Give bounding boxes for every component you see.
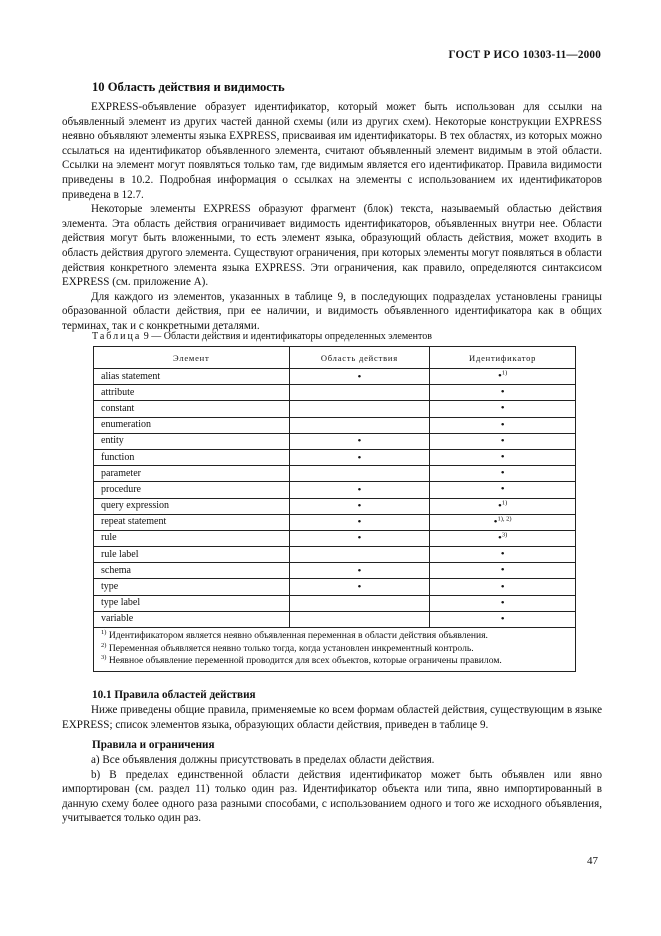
header-scope: Область действия [289,347,430,369]
table-row [94,466,576,482]
rule-item-a: а) Все объявления должны присутствовать в пределах области действия. [91,754,435,766]
cell-identifier [430,433,576,449]
cell-identifier [430,385,576,401]
header-element: Элемент [94,347,290,369]
scope-table [93,346,576,672]
cell-element: enumeration [94,417,290,433]
cell-scope: • [289,449,430,465]
table-caption-text: 9 — Области действия и идентификаторы определенных элементов [141,331,432,342]
cell-scope [289,401,430,417]
identifier-mark: • [500,548,505,561]
identifier-mark: • [500,564,505,577]
identifier-mark: • [500,596,505,609]
table-row [94,498,576,514]
note-3: $^{3)}$ Неявное объявление переменной проводится для всех объектов, которые ограничены правилом. [101,654,502,667]
footnote-ref: 1), 2) [497,515,512,523]
identifier-mark: • [500,386,505,399]
paragraph-1: EXPRESS-объявление образует идентификатор, который может быть использован для ссылки на объявленный элемент из других частей данной схемы (или из других схем). Некоторые конструкции EXPRESS неявно объявляют элементы языка EXPRESS, присваивая им идентификаторы. В тех областях, из которых можно ссылаться на идентификатор объявленного элемента, считают объявленный элемент видимым в этой области. Ссылки на элемент могут появляться только там, где видимым является его идентификатор. Правила видимости приведены в 10.2. Подробная информация о ссылках на элементы с использованием их идентификаторов приведена в 12.7. [62,101,602,201]
cell-identifier [430,449,576,465]
header-identifier: Идентификатор [430,347,576,369]
cell-identifier [430,401,576,417]
cell-element: repeat statement [94,514,290,530]
cell-scope [289,417,430,433]
cell-element: schema [94,563,290,579]
table-header-row [94,347,576,369]
table-row [94,547,576,563]
identifier-mark: • [500,418,505,431]
table-row [94,530,576,546]
cell-element: function [94,449,290,465]
identifier-mark: • [500,483,505,496]
cell-element: type [94,579,290,595]
cell-identifier [430,579,576,595]
cell-identifier [430,498,576,514]
identifier-mark: • [493,515,498,528]
cell-scope [289,385,430,401]
identifier-mark: • [497,531,502,544]
cell-scope: • [289,563,430,579]
table-row [94,401,576,417]
table-row [94,611,576,627]
cell-identifier [430,369,576,385]
identifier-mark: • [500,434,505,447]
cell-identifier [430,530,576,546]
cell-scope: • [289,369,430,385]
table-row [94,514,576,530]
cell-identifier [430,611,576,627]
cell-identifier [430,563,576,579]
section-title: 10 Область действия и видимость [92,80,285,94]
footnote-ref: 1) [501,499,508,507]
cell-identifier [430,547,576,563]
identifier-mark: • [500,451,505,464]
table-row [94,579,576,595]
cell-scope: • [289,482,430,498]
note-1: $^{1)}$ Идентификатором является неявно объявленная переменная в области действия объявления. [101,628,488,641]
cell-element: type label [94,595,290,611]
cell-scope: • [289,433,430,449]
cell-element: query expression [94,498,290,514]
table-caption-label: Таблица [92,331,142,342]
identifier-mark: • [500,580,505,593]
footnote-ref: 1) [501,369,508,377]
table-row [94,482,576,498]
cell-scope [289,611,430,627]
page-number: 47 [587,855,598,867]
cell-scope: • [289,579,430,595]
cell-identifier [430,514,576,530]
rules-title: Правила и ограничения [92,739,215,751]
cell-element: variable [94,611,290,627]
table-row [94,417,576,433]
cell-scope [289,595,430,611]
paragraph-3: Для каждого из элементов, указанных в таблице 9, в последующих подразделах установлены границы образованной области действия, при ее наличии, и видимость объявленного идентификатора как в общих терминах, так и с конкретными деталями. [62,290,602,332]
cell-element: constant [94,401,290,417]
cell-scope [289,466,430,482]
identifier-mark: • [500,402,505,415]
table-row [94,369,576,385]
subsection-text: Ниже приведены общие правила, применяемые ко всем формам областей действия, существующим в языке EXPRESS; список элементов языка, образующих области действия, приведен в таблице 9. [62,704,602,731]
cell-element: rule label [94,547,290,563]
table-caption [92,331,432,342]
standard-code: ГОСТ Р ИСО 10303-11—2000 [448,49,601,61]
rule-item-b: b) В пределах единственной области действия идентификатор может быть объявлен или явно импортирован (см. раздел 11) только один раз. Идентификатор объекта или типа, явно импортированный в данную схему более одного раза разными способами, с использованием одного и того же исходного объявления, учитывается только один раз. [62,768,602,825]
table-row [94,385,576,401]
cell-identifier [430,417,576,433]
table-row [94,449,576,465]
table-notes-row [94,628,576,672]
paragraph-2: Некоторые элементы EXPRESS образуют фрагмент (блок) текста, называемый областью действия элемента. Эта область действия ограничивает видимость идентификаторов, объявленных внутри нее. Области действия могут быть вложенными, то есть элемент языка, образующий область действия, может входить в область действия другого элемента. Существуют ограничения, при которых элементы могут появляться в области действия конкретного элемента языка EXPRESS. Эти ограничения, как правило, определяются синтаксисом EXPRESS (см. приложение А). [62,203,602,289]
cell-element: attribute [94,385,290,401]
identifier-mark: • [500,612,505,625]
table-body [94,369,576,628]
subsection-text-block [62,703,602,732]
table-row [94,563,576,579]
cell-identifier [430,482,576,498]
cell-scope: • [289,514,430,530]
table-row [94,433,576,449]
cell-element: procedure [94,482,290,498]
cell-element: entity [94,433,290,449]
cell-scope [289,547,430,563]
note-2: $^{2)}$ Переменная объявляется неявно только тогда, когда установлен инкрементный контроль. [101,641,474,654]
cell-scope: • [289,530,430,546]
identifier-mark: • [497,370,502,383]
identifier-mark: • [497,499,502,512]
identifier-mark: • [500,467,505,480]
table-notes [94,628,576,672]
table-row [94,595,576,611]
cell-element: parameter [94,466,290,482]
footnote-ref: 3) [501,531,508,539]
cell-scope: • [289,498,430,514]
cell-identifier [430,466,576,482]
cell-identifier [430,595,576,611]
cell-element: rule [94,530,290,546]
cell-element: alias statement [94,369,290,385]
intro-text [62,100,602,334]
rules-list [62,753,602,826]
subsection-title: 10.1 Правила областей действия [92,689,256,701]
